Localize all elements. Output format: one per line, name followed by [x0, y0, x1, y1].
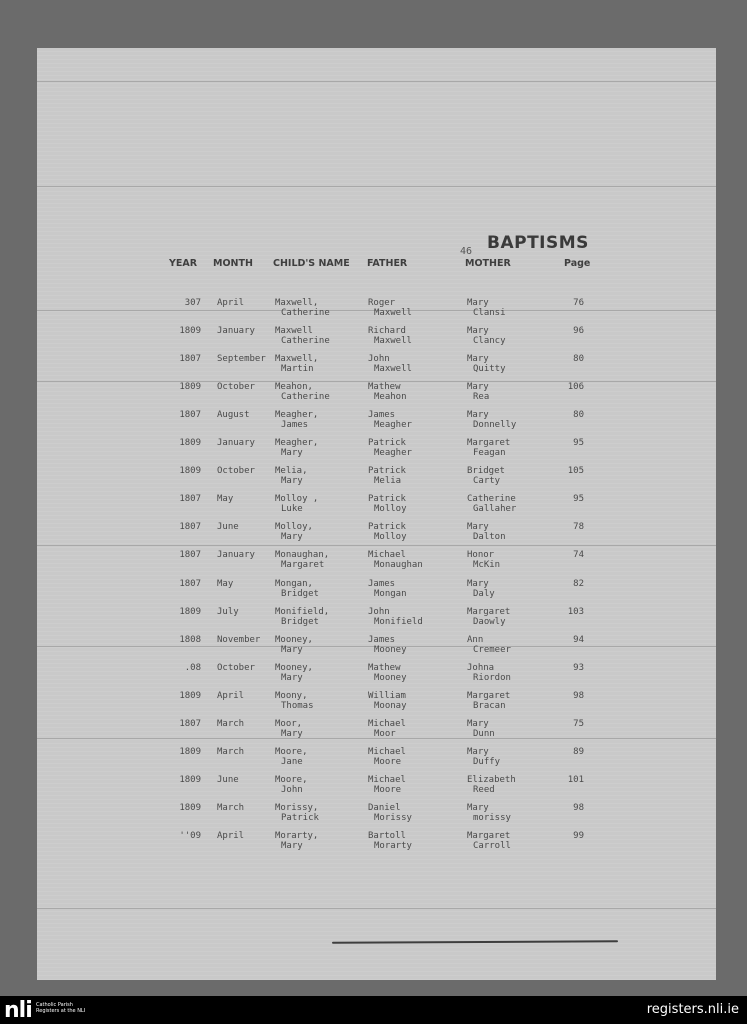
record-mother-first-name: Mary: [467, 298, 489, 308]
record-month: May: [217, 494, 234, 505]
record-month: September: [217, 354, 266, 365]
record-child-surname: Meahon,: [275, 382, 313, 393]
record-mother-surname: Reed: [473, 784, 495, 795]
record-month: January: [217, 326, 255, 337]
table-row: [37, 550, 716, 578]
record-month: August: [217, 410, 250, 421]
header-father: FATHER: [367, 258, 408, 269]
record-father-surname: Monifield: [374, 616, 423, 627]
scan-line: [37, 186, 716, 187]
record-page: 99: [573, 830, 584, 841]
record-mother-surname: Cremeer: [473, 644, 511, 655]
record-father-first-name: James: [368, 410, 396, 421]
table-row: [37, 410, 716, 438]
record-father-first-name: Daniel: [368, 802, 401, 813]
record-year: 1807: [179, 718, 201, 729]
record-year: 1807: [179, 550, 201, 561]
record-mother-first-name: Margaret: [467, 830, 511, 841]
record-child-surname: Monaughan,: [275, 550, 330, 561]
record-page: 103: [567, 606, 584, 617]
record-father-first-name: Patrick: [368, 438, 406, 449]
record-page: 75: [573, 718, 584, 729]
record-year: 1809: [179, 438, 201, 449]
record-mother-surname: Carty: [473, 476, 501, 487]
record-child-surname: Moony,: [275, 690, 308, 701]
record-year: 1807: [179, 578, 201, 589]
record-month: January: [217, 438, 255, 449]
record-mother-first-name: Johna: [467, 662, 495, 673]
record-father-surname: Maxwell: [374, 336, 412, 347]
record-father-first-name: Mathew: [368, 662, 401, 673]
record-page: 93: [573, 662, 584, 673]
record-child-first-name: Luke: [281, 504, 303, 515]
header-page: Page: [564, 258, 591, 269]
record-page: 101: [567, 774, 584, 785]
record-mother-first-name: Margaret: [467, 438, 511, 449]
record-year: 1807: [179, 522, 201, 533]
record-mother-surname: Quitty: [473, 364, 506, 375]
record-page: 95: [573, 494, 584, 505]
record-father-surname: Morarty: [374, 840, 412, 851]
record-mother-surname: Donnelly: [473, 420, 517, 431]
record-month: April: [217, 298, 245, 308]
record-year: 1809: [179, 690, 201, 701]
table-row: [37, 691, 716, 719]
record-child-first-name: Bridget: [281, 588, 319, 599]
record-father-surname: Moore: [374, 756, 402, 767]
record-child-surname: Morarty,: [275, 830, 319, 841]
record-child-surname: Moor,: [275, 718, 303, 729]
table-row: [37, 747, 716, 775]
record-mother-surname: Bracan: [473, 700, 506, 711]
record-year: 1809: [179, 326, 201, 337]
record-month: June: [217, 522, 239, 533]
record-father-first-name: John: [368, 606, 390, 617]
record-page: 80: [573, 354, 584, 365]
record-father-surname: Moor: [374, 728, 396, 739]
record-child-first-name: Mary: [281, 672, 303, 683]
table-row: [37, 466, 716, 494]
record-child-first-name: Catherine: [281, 308, 330, 318]
record-child-first-name: Mary: [281, 840, 303, 851]
record-child-first-name: Catherine: [281, 336, 330, 347]
record-father-surname: Melia: [374, 476, 402, 487]
record-year: 1809: [179, 606, 201, 617]
record-child-surname: Maxwell,: [275, 354, 319, 365]
record-year: 1807: [179, 410, 201, 421]
record-child-first-name: Mary: [281, 476, 303, 487]
header-year: YEAR: [169, 258, 198, 269]
pen-stroke: [332, 940, 618, 943]
record-child-surname: Maxwell,: [275, 298, 319, 308]
record-mother-surname: Clansi: [473, 308, 506, 318]
record-page: 98: [573, 690, 584, 701]
record-year: 1809: [179, 466, 201, 477]
record-page: 106: [567, 382, 584, 393]
record-father-surname: Meagher: [374, 448, 412, 459]
record-father-surname: Mooney: [374, 644, 407, 655]
record-child-surname: Monifield,: [275, 606, 330, 617]
record-mother-surname: morissy: [473, 812, 511, 823]
record-child-surname: Melia,: [275, 466, 308, 477]
table-row: [37, 775, 716, 803]
record-father-first-name: John: [368, 354, 390, 365]
scan-line: [37, 908, 716, 909]
table-row: [37, 438, 716, 466]
record-year: 1808: [179, 634, 201, 645]
header-child-name: CHILD'S NAME: [273, 258, 350, 269]
record-month: April: [217, 690, 245, 701]
record-child-first-name: John: [281, 784, 303, 795]
record-father-first-name: Mathew: [368, 382, 401, 393]
record-mother-first-name: Mary: [467, 802, 489, 813]
record-month: March: [217, 802, 245, 813]
record-page: 74: [573, 550, 584, 561]
record-father-first-name: Bartoll: [368, 830, 406, 841]
record-page: 94: [573, 634, 584, 645]
site-link[interactable]: registers.nli.ie: [646, 1002, 739, 1017]
record-father-first-name: James: [368, 634, 396, 645]
record-mother-first-name: Mary: [467, 746, 489, 757]
record-page: 78: [573, 522, 584, 533]
record-mother-first-name: Elizabeth: [467, 774, 516, 785]
record-mother-first-name: Mary: [467, 410, 489, 421]
record-year: 1809: [179, 774, 201, 785]
record-father-surname: Moonay: [374, 700, 407, 711]
record-child-surname: Mooney,: [275, 662, 313, 673]
footer-bar: [0, 996, 747, 1024]
table-row: [37, 579, 716, 607]
record-child-surname: Molloy ,: [275, 494, 319, 505]
record-mother-first-name: Honor: [467, 550, 495, 561]
record-father-first-name: Michael: [368, 718, 406, 729]
record-month: March: [217, 746, 245, 757]
record-father-surname: Moore: [374, 784, 402, 795]
record-mother-surname: Gallaher: [473, 504, 517, 515]
record-year: 1809: [179, 746, 201, 757]
record-father-first-name: Michael: [368, 746, 406, 757]
table-row: [37, 719, 716, 747]
record-mother-first-name: Mary: [467, 522, 489, 533]
record-mother-surname: Dunn: [473, 728, 495, 739]
record-father-surname: Maxwell: [374, 364, 412, 375]
record-father-surname: Meagher: [374, 420, 412, 431]
scan-line: [37, 81, 716, 82]
table-row: [37, 607, 716, 635]
record-child-first-name: Patrick: [281, 812, 319, 823]
record-child-surname: Meagher,: [275, 410, 319, 421]
record-mother-surname: McKin: [473, 560, 501, 571]
record-mother-first-name: Margaret: [467, 690, 511, 701]
record-father-surname: Morissy: [374, 812, 412, 823]
record-child-first-name: James: [281, 420, 309, 431]
record-year: 1809: [179, 802, 201, 813]
record-year: 1807: [179, 494, 201, 505]
record-mother-first-name: Margaret: [467, 606, 511, 617]
record-father-surname: Mooney: [374, 672, 407, 683]
record-month: July: [217, 606, 239, 617]
record-month: June: [217, 774, 239, 785]
record-father-surname: Maxwell: [374, 308, 412, 318]
record-father-surname: Mongan: [374, 588, 407, 599]
record-child-first-name: Bridget: [281, 616, 319, 627]
record-child-surname: Moore,: [275, 774, 308, 785]
record-child-surname: Morissy,: [275, 802, 319, 813]
record-mother-surname: Riordon: [473, 672, 511, 683]
record-father-surname: Monaughan: [374, 560, 423, 571]
table-row: [37, 326, 716, 354]
record-month: January: [217, 550, 255, 561]
record-father-first-name: Michael: [368, 774, 406, 785]
record-mother-surname: Clancy: [473, 336, 506, 347]
record-month: April: [217, 830, 245, 841]
record-mother-first-name: Bridget: [467, 466, 505, 477]
record-father-first-name: Roger: [368, 298, 396, 308]
record-month: November: [217, 634, 261, 645]
nli-logo[interactable]: nli: [4, 998, 32, 1023]
record-father-first-name: Richard: [368, 326, 406, 337]
record-father-surname: Meahon: [374, 392, 407, 403]
table-row: [37, 522, 716, 550]
record-child-surname: Mooney,: [275, 634, 313, 645]
record-year: ''09: [179, 830, 201, 841]
record-page: 105: [567, 466, 584, 477]
page-title: BAPTISMS: [487, 233, 589, 253]
record-month: October: [217, 466, 255, 477]
record-page: 96: [573, 326, 584, 337]
record-child-first-name: Catherine: [281, 392, 330, 403]
record-month: October: [217, 662, 255, 673]
record-mother-surname: Feagan: [473, 448, 506, 459]
record-mother-surname: Carroll: [473, 840, 511, 851]
record-page: 76: [573, 298, 584, 308]
record-child-first-name: Mary: [281, 728, 303, 739]
record-mother-surname: Rea: [473, 392, 490, 403]
record-father-first-name: William: [368, 690, 406, 701]
record-page: 89: [573, 746, 584, 757]
record-mother-first-name: Ann: [467, 634, 484, 645]
record-month: May: [217, 578, 234, 589]
record-father-surname: Molloy: [374, 504, 407, 515]
record-year: 307: [184, 298, 201, 308]
table-row: [37, 663, 716, 691]
record-father-first-name: Patrick: [368, 466, 406, 477]
record-mother-first-name: Mary: [467, 326, 489, 337]
record-mother-surname: Dalton: [473, 532, 506, 543]
table-row: [37, 382, 716, 410]
record-child-first-name: Mary: [281, 532, 303, 543]
header-month: MONTH: [213, 258, 253, 269]
table-row: [37, 298, 716, 326]
record-month: March: [217, 718, 245, 729]
record-child-first-name: Margaret: [281, 560, 325, 571]
record-year: 1807: [179, 354, 201, 365]
table-row: [37, 803, 716, 831]
record-child-first-name: Jane: [281, 756, 303, 767]
record-child-first-name: Martin: [281, 364, 314, 375]
record-month: October: [217, 382, 255, 393]
page-number: 46: [460, 246, 473, 257]
record-year: .08: [184, 662, 201, 673]
record-father-first-name: Patrick: [368, 494, 406, 505]
record-father-surname: Molloy: [374, 532, 407, 543]
record-father-first-name: James: [368, 578, 396, 589]
record-father-first-name: Patrick: [368, 522, 406, 533]
table-row: [37, 635, 716, 663]
table-row: [37, 831, 716, 859]
record-year: 1809: [179, 382, 201, 393]
record-child-surname: Molloy,: [275, 522, 313, 533]
record-child-first-name: Thomas: [281, 700, 314, 711]
record-page: 80: [573, 410, 584, 421]
register-page: [37, 48, 716, 980]
record-mother-first-name: Mary: [467, 354, 489, 365]
record-mother-surname: Daowly: [473, 616, 506, 627]
record-mother-first-name: Mary: [467, 382, 489, 393]
table-row: [37, 354, 716, 382]
record-mother-first-name: Mary: [467, 578, 489, 589]
record-child-surname: Mongan,: [275, 578, 313, 589]
record-mother-first-name: Mary: [467, 718, 489, 729]
record-child-first-name: Mary: [281, 644, 303, 655]
record-father-first-name: Michael: [368, 550, 406, 561]
record-child-first-name: Mary: [281, 448, 303, 459]
record-mother-first-name: Catherine: [467, 494, 516, 505]
table-row: [37, 494, 716, 522]
record-mother-surname: Duffy: [473, 756, 501, 767]
record-child-surname: Meagher,: [275, 438, 319, 449]
record-page: 98: [573, 802, 584, 813]
record-mother-surname: Daly: [473, 588, 495, 599]
logo-caption: Catholic Parish Registers at the NLI: [36, 1002, 86, 1014]
header-mother: MOTHER: [465, 258, 511, 269]
record-page: 95: [573, 438, 584, 449]
record-page: 82: [573, 578, 584, 589]
record-child-surname: Moore,: [275, 746, 308, 757]
record-child-surname: Maxwell: [275, 326, 313, 337]
